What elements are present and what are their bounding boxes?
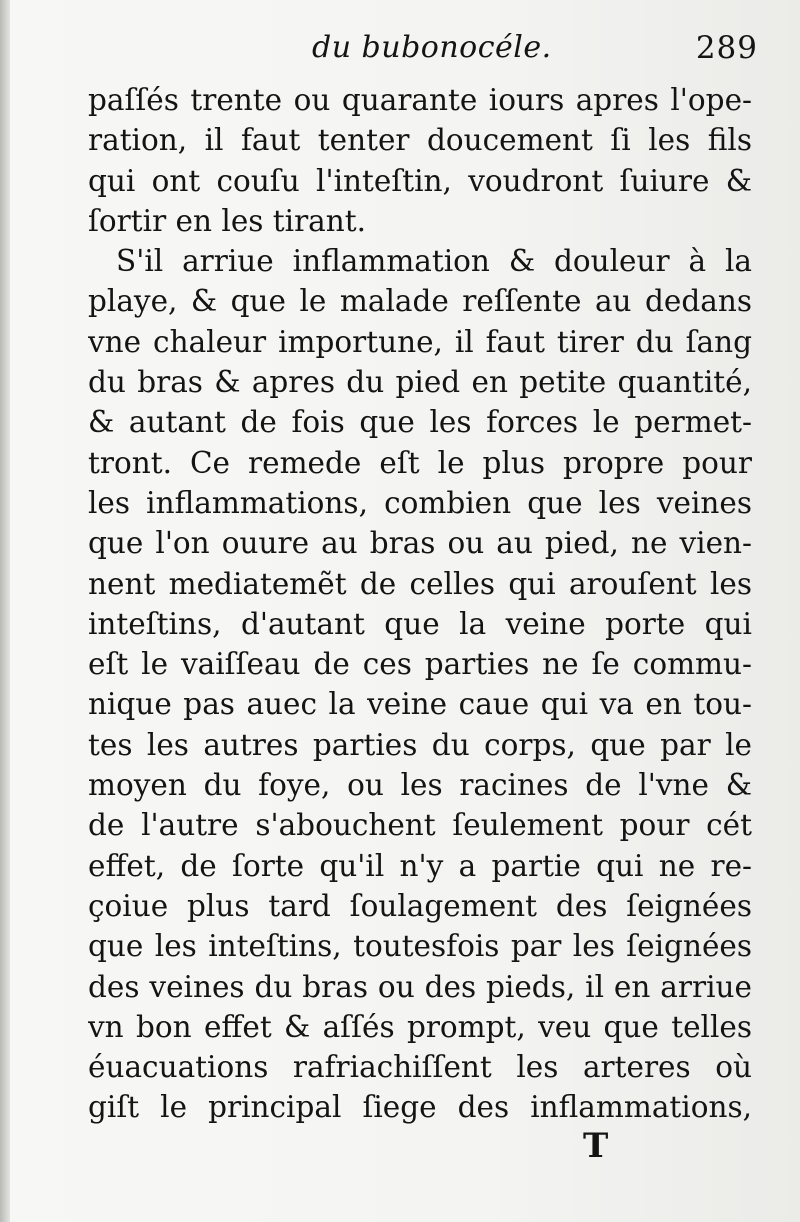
text-line: du bras & apres du pied en petite quantité, <box>88 365 752 400</box>
text-line: les inflammations, combien que les veines <box>88 485 752 520</box>
signature-mark: T <box>583 1126 609 1166</box>
body-text <box>88 80 752 1128</box>
text-line: çoiue plus tard ſoulagement des ſeignées <box>88 888 752 923</box>
page-number: 289 <box>695 30 758 66</box>
text-line: de l'autre s'abouchent ſeulement pour cét <box>88 808 752 843</box>
text-line: giſt le principal ſiege des inflammations, <box>88 1090 752 1125</box>
text-line: tes les autres parties du corps, que par le <box>88 727 752 762</box>
text-line: playe, & que le malade reſſente au dedans <box>88 284 752 319</box>
text-line: ration, il faut tenter doucement ſi les fils <box>88 123 752 158</box>
text-line: vne chaleur importune, il faut tirer du ſang <box>88 324 752 359</box>
text-line: que l'on ouure au bras ou au pied, ne vien- <box>88 526 752 561</box>
text-line: ſortir en les tirant. <box>88 203 367 238</box>
text-line: des veines du bras ou des pieds, il en arriue <box>88 969 752 1004</box>
running-header-title: du bubonocéle. <box>312 30 552 65</box>
text-line: éuacuations rafriachiſſent les arteres où <box>88 1050 752 1085</box>
text-line: nique pas auec la veine caue qui va en tou- <box>88 687 752 722</box>
text-line: & autant de fois que les forces le permet- <box>88 405 752 440</box>
text-line: qui ont couſu l'inteſtin, voudront ſuiure & <box>88 163 752 198</box>
text-line: paſſés trente ou quarante iours apres l'ope- <box>88 83 752 117</box>
text-line: eſt le vaiſſeau de ces parties ne ſe commu- <box>88 647 752 682</box>
text-line: moyen du foye, ou les racines de l'vne & <box>88 768 752 803</box>
text-line: que les inteſtins, toutesfois par les ſeignées <box>88 929 752 964</box>
text-line-paragraph-start: S'il arriue inflammation & douleur à la <box>116 244 752 279</box>
text-line: effet, de ſorte qu'il n'y a partie qui ne re- <box>88 848 752 883</box>
text-line: inteſtins, d'autant que la veine porte qui <box>88 606 752 641</box>
text-line: vn bon effet & aſſés prompt, veu que telles <box>88 1009 752 1044</box>
text-line: tront. Ce remede eſt le plus propre pour <box>88 445 752 480</box>
text-line: nent mediatemẽt de celles qui arouſent les <box>88 566 752 601</box>
page-gutter-shadow <box>0 0 10 1222</box>
